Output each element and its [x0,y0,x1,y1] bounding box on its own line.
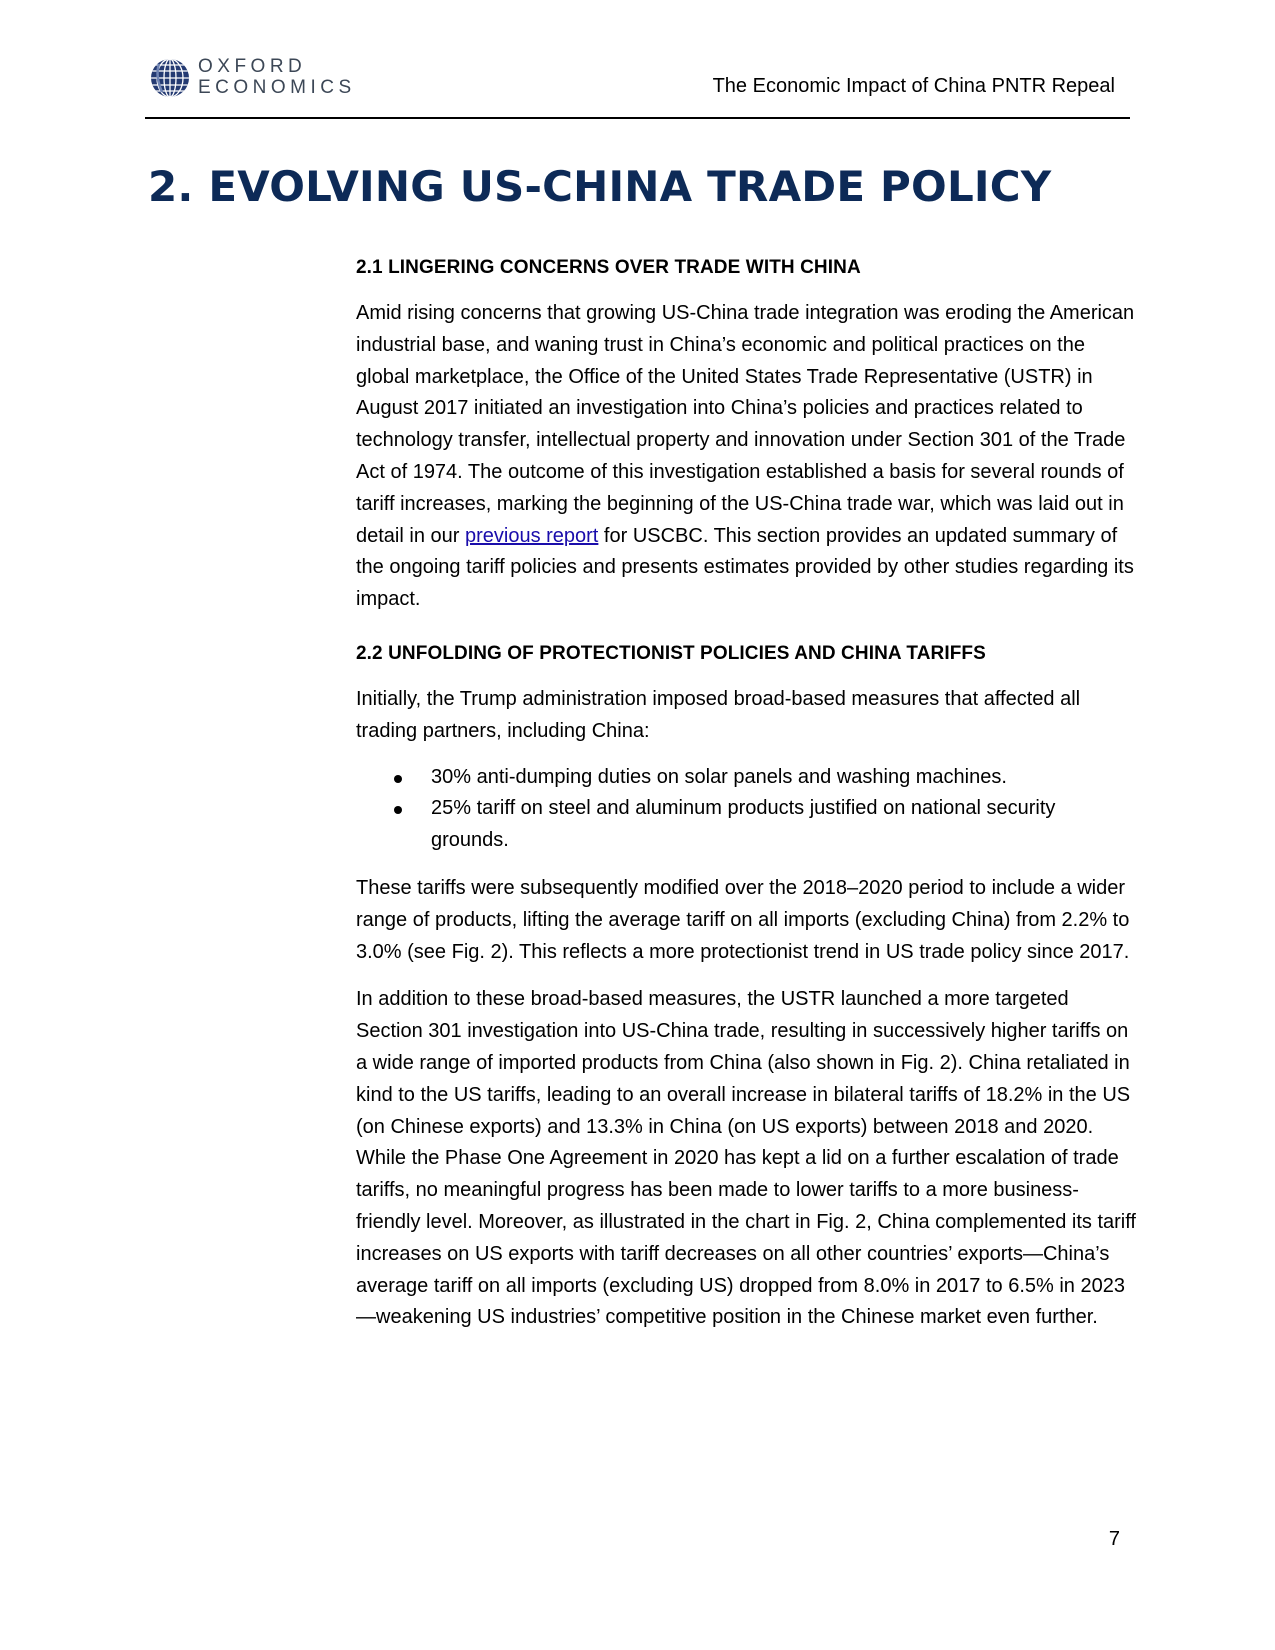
globe-icon [150,58,190,98]
chapter-title: 2. EVOLVING US-CHINA TRADE POLICY [148,162,1052,211]
header-divider [145,117,1130,119]
section-2-1-paragraph [356,298,1136,616]
logo-line-oxford: OXFORD [198,56,307,77]
section-heading-2-1: 2.1 LINGERING CONCERNS OVER TRADE WITH CHINA [356,257,861,278]
list-item-text: 30% anti-dumping duties on solar panels and washing machines. [431,765,1007,788]
page-number: 7 [1108,1528,1120,1550]
oxford-economics-logo [150,56,390,100]
logo-line-economics: ECONOMICS [198,77,356,98]
section-2-2-intro: Initially, the Trump administration imposed broad-based measures that affected all trading partners, including China: [356,687,1081,742]
section-2-2-paragraph-3: In addition to these broad-based measures, the USTR launched a more targeted Section 301 investigation into US-China trade, resulting in successively higher tariffs on a wide range of imported products from China (also shown in Fig. 2). China retaliated in kind to the US tariffs, leading to an overall increase in bilateral tariffs of 18.2% in the US (on Chinese exports) and 13.3% in China (on US exports) between 2018 and 2020. While the Phase One Agreement in 2020 has kept a lid on a further escalation of trade tariffs, no meaningful progress has been made to lower tariffs to a more business-friendly level. Moreover, as illustrated in the chart in Fig. 2, China complemented its tariff increases on US exports with tariff decreases on all other countries’ exports—China’s average tariff on all imports (excluding US) dropped from 8.0% in 2017 to 6.5% in 2023—weakening US industries’ competitive position in the Chinese market even further. [356,988,1136,1329]
list-item [356,793,1136,857]
previous-report-link[interactable]: previous report [464,524,599,547]
list-item [356,762,1136,794]
logo-wordmark [198,56,356,98]
bullet-list [356,762,1136,857]
paragraph-text: Amid rising concerns that growing US-China trade integration was eroding the American industrial base, and waning trust in China’s economic and political practices on the global marketplace, the Office of the United States Trade Representative (USTR) in August 2017 initiated an investigation into China’s policies and practices related to technology transfer, intellectual property and innovation under Section 301 of the Trade Act of 1974. The outcome of this investigation established a basis for several rounds of tariff increases, marking the beginning of the US-China trade war, which was laid out in detail in our [356,302,1135,547]
main-content [356,250,1136,1334]
bullet-icon [394,806,402,814]
paragraph-text: for USCBC. This section provides an updated summary of the ongoing tariff policies and presents estimates provided by other studies regarding its impact. [356,524,1134,611]
section-heading-2-2: 2.2 UNFOLDING OF PROTECTIONIST POLICIES AND CHINA TARIFFS [356,642,986,664]
section-2-2-paragraph-2: These tariffs were subsequently modified over the 2018–2020 period to include a wider range of products, lifting the average tariff on all imports (excluding China) from 2.2% to 3.0% (see Fig. 2). This reflects a more protectionist trend in US trade policy since 2017. [356,876,1130,963]
running-header-title: The Economic Impact of China PNTR Repeal [712,75,1115,97]
list-item-text: 25% tariff on steel and aluminum products justified on national security grounds. [431,797,1056,852]
bullet-icon [394,775,402,783]
